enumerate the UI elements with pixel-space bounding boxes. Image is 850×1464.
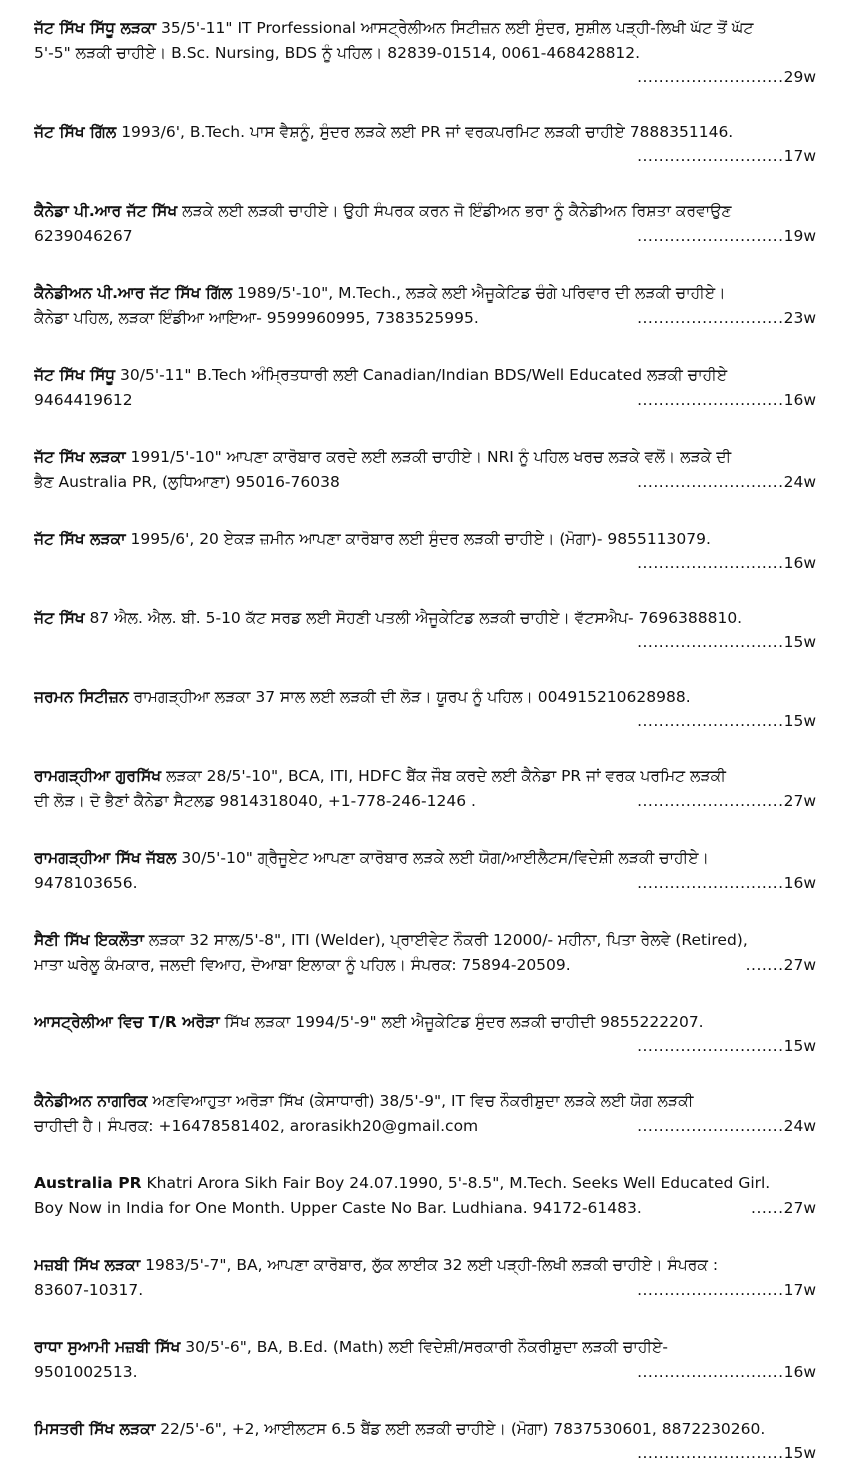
- ad-lead: ਰਾਮਗੜ੍ਹੀਆ ਸਿੱਖ ਜੱਬਲ: [34, 849, 177, 867]
- classified-ad: [34, 606, 816, 653]
- ad-lead: ਮਜ਼ਬੀ ਸਿੱਖ ਲੜਕਾ: [34, 1256, 141, 1274]
- classified-ad: [34, 764, 816, 814]
- ad-text: 1989/5'-10", M.Tech., ਲੜਕੇ ਲਈ ਐਜੂਕੇਟਿਡ ਚੰਗੇ ਪਰਿਵਾਰ ਦੀ ਲੜਕੀ ਚਾਹੀਏ।: [237, 284, 726, 302]
- ad-text: ਚਾਹੀਦੀ ਹੈ। ਸੰਪਰਕ: +16478581402, arorasikh20@gmail.com: [34, 1117, 479, 1135]
- ad-text: ਸਿੱਖ ਲੜਕਾ 1994/5'-9" ਲਈ ਐਜੂਕੇਟਿਡ ਸੁੰਦਰ ਲੜਕੀ ਚਾਹੀਦੀ 9855222207.: [224, 1013, 704, 1031]
- ad-text: 9478103656.: [34, 874, 138, 892]
- classified-ad: [34, 120, 816, 167]
- leader-dots: ...........................: [637, 792, 784, 810]
- ad-code: 24w: [783, 473, 816, 491]
- ad-text: ਦੀ ਲੋੜ। ਦੋ ਭੈਣਾਂ ਕੈਨੇਡਾ ਸੈਟਲਡ 9814318040, +1-778-246-1246 .: [34, 792, 476, 810]
- ad-text: 1983/5'-7", BA, ਆਪਣਾ ਕਾਰੋਬਾਰ, ਲੁੱਕ ਲਾਈਕ 32 ਲਈ ਪੜ੍ਹੀ-ਲਿਖੀ ਲੜਕੀ ਚਾਹੀਏ। ਸੰਪਰਕ :: [145, 1256, 719, 1274]
- ad-code: 16w: [783, 874, 816, 892]
- classified-ad: [34, 1253, 816, 1303]
- leader-dots: ...........................: [637, 554, 784, 572]
- ad-text: 5'-5" ਲੜਕੀ ਚਾਹੀਏ। B.Sc. Nursing, BDS ਨੂੰ ਪਹਿਲ। 82839-01514, 0061-468428812.: [34, 44, 641, 62]
- classified-ad: [34, 16, 816, 88]
- classified-ad: [34, 199, 816, 249]
- ad-text: 1991/5'-10" ਆਪਣਾ ਕਾਰੋਬਾਰ ਕਰਦੇ ਲਈ ਲੜਕੀ ਚਾਹੀਏ। NRI ਨੂੰ ਪਹਿਲ ਖਰਚ ਲੜਕੇ ਵਲੋਂ। ਲੜਕੇ ਦੀ: [130, 448, 732, 466]
- ad-code: 17w: [783, 147, 816, 165]
- leader-dots: ...........................: [637, 1281, 784, 1299]
- leader-dots: ...........................: [637, 309, 784, 327]
- leader-dots: ...........................: [637, 1117, 784, 1135]
- ad-lead: ਜੱਟ ਸਿੱਖ: [34, 609, 85, 627]
- ad-lead: ਰਾਧਾ ਸੁਆਮੀ ਮਜ਼ਬੀ ਸਿੱਖ: [34, 1338, 181, 1356]
- ad-code: 27w: [783, 792, 816, 810]
- ad-text: 9464419612: [34, 391, 133, 409]
- ad-code: 19w: [783, 227, 816, 245]
- ad-code: 16w: [783, 1363, 816, 1381]
- ad-code: 16w: [783, 391, 816, 409]
- leader-dots: ...........................: [637, 1037, 784, 1055]
- leader-dots: ...........................: [637, 391, 784, 409]
- ad-lead: Australia PR: [34, 1174, 142, 1192]
- classified-ad: [34, 363, 816, 413]
- ad-code: 23w: [783, 309, 816, 327]
- ad-text: 30/5'-11" B.Tech ਅੰਮ੍ਰਿਤਧਾਰੀ ਲਈ Canadian/Indian BDS/Well Educated ਲੜਕੀ ਚਾਹੀਏ: [120, 366, 728, 384]
- ad-code: 15w: [783, 1444, 816, 1462]
- ad-code: 27w: [783, 956, 816, 974]
- ad-code: 16w: [783, 554, 816, 572]
- classified-ad: [34, 1010, 816, 1057]
- ad-text: ਲੜਕਾ 32 ਸਾਲ/5'-8", ITI (Welder), ਪ੍ਰਾਈਵੇਟ ਨੌਕਰੀ 12000/- ਮਹੀਨਾ, ਪਿਤਾ ਰੇਲਵੇ (Retired),: [148, 931, 748, 949]
- classified-ad: [34, 1089, 816, 1139]
- leader-dots: ...........................: [637, 1363, 784, 1381]
- ad-lead: ਮਿਸਤਰੀ ਸਿੱਖ ਲੜਕਾ: [34, 1420, 156, 1438]
- ad-lead: ਜੱਟ ਸਿੱਖ ਗਿੱਲ: [34, 123, 117, 141]
- ad-code: 15w: [783, 712, 816, 730]
- ad-lead: ਕੈਨੇਡੀਅਨ ਨਾਗਰਿਕ: [34, 1092, 148, 1110]
- classified-ad: [34, 445, 816, 495]
- leader-dots: ...........................: [637, 1444, 784, 1462]
- ad-lead: ਆਸਟ੍ਰੇਲੀਆ ਵਿਚ T/R ਅਰੋੜਾ: [34, 1013, 220, 1031]
- ad-text: ਕੈਨੇਡਾ ਪਹਿਲ, ਲੜਕਾ ਇੰਡੀਆ ਆਇਆ- 9599960995, 7383525995.: [34, 309, 479, 327]
- ad-lead: ਜੱਟ ਸਿੱਖ ਸਿੱਧੂ: [34, 366, 116, 384]
- ad-text: ਲੜਕਾ 28/5'-10", BCA, ITI, HDFC ਬੈਂਕ ਜੌਬ ਕਰਦੇ ਲਈ ਕੈਨੇਡਾ PR ਜਾਂ ਵਰਕ ਪਰਮਿਟ ਲੜਕੀ: [166, 767, 726, 785]
- ad-text: 35/5'-11" IT Prorfessional ਆਸਟ੍ਰੇਲੀਅਨ ਸਿਟੀਜ਼ਨ ਲਈ ਸੁੰਦਰ, ਸੁਸ਼ੀਲ ਪੜ੍ਹੀ-ਲਿਖੀ ਘੱਟ ਤੋਂ ਘੱਟ: [161, 19, 754, 37]
- ad-lead: ਜੱਟ ਸਿੱਖ ਸਿੱਧੂ ਲੜਕਾ: [34, 19, 157, 37]
- ad-code: 15w: [783, 633, 816, 651]
- ad-lead: ਕੈਨੇਡੀਅਨ ਪੀ.ਆਰ ਜੱਟ ਸਿੱਖ ਗਿੱਲ: [34, 284, 233, 302]
- ad-text: ਰਾਮਗੜ੍ਹੀਆ ਲੜਕਾ 37 ਸਾਲ ਲਈ ਲੜਕੀ ਦੀ ਲੋੜ। ਯੂਰਪ ਨੂੰ ਪਹਿਲ। 004915210628988.: [133, 688, 691, 706]
- classified-ad: [34, 527, 816, 574]
- ad-text: Khatri Arora Sikh Fair Boy 24.07.1990, 5'-8.5", M.Tech. Seeks Well Educated Girl.: [146, 1174, 771, 1192]
- ad-text: 22/5'-6", +2, ਆਈਲਟਸ 6.5 ਬੈਂਡ ਲਈ ਲੜਕੀ ਚਾਹੀਏ। (ਮੋਗਾ) 7837530601, 8872230260.: [160, 1420, 766, 1438]
- ad-text: ਅਣਵਿਆਹੁਤਾ ਅਰੋੜਾ ਸਿੱਖ (ਕੇਸਾਧਾਰੀ) 38/5'-9", IT ਵਿਚ ਨੌਕਰੀਸ਼ੁਦਾ ਲੜਕੇ ਲਈ ਯੋਗ ਲੜਕੀ: [152, 1092, 694, 1110]
- ad-text: 87 ਐਲ. ਐਲ. ਬੀ. 5-10 ਕੱਟ ਸਰਡ ਲਈ ਸੋਹਣੀ ਪਤਲੀ ਐਜੂਕੇਟਿਡ ਲੜਕੀ ਚਾਹੀਏ। ਵੱਟਸਐਪ- 7696388810.: [89, 609, 743, 627]
- classified-ad: [34, 685, 816, 732]
- ad-text: 1995/6', 20 ਏਕੜ ਜ਼ਮੀਨ ਆਪਣਾ ਕਾਰੋਬਾਰ ਲਈ ਸੁੰਦਰ ਲੜਕੀ ਚਾਹੀਏ। (ਮੋਗਾ)- 9855113079.: [130, 530, 711, 548]
- classified-ad: [34, 1335, 816, 1385]
- ad-lead: ਰਾਮਗੜ੍ਹੀਆ ਗੁਰਸਿੱਖ: [34, 767, 162, 785]
- ad-text: ਮਾਤਾ ਘਰੇਲੂ ਕੰਮਕਾਰ, ਜਲਦੀ ਵਿਆਹ, ਦੋਆਬਾ ਇਲਾਕਾ ਨੂੰ ਪਹਿਲ। ਸੰਪਰਕ: 75894-20509.: [34, 956, 571, 974]
- classified-ad: [34, 1417, 816, 1464]
- ad-text: ਲੜਕੇ ਲਈ ਲੜਕੀ ਚਾਹੀਏ। ਉਹੀ ਸੰਪਰਕ ਕਰਨ ਜੋ ਇੰਡੀਅਨ ਭਰਾ ਨੂੰ ਕੈਨੇਡੀਅਨ ਰਿਸ਼ਤਾ ਕਰਵਾਉਣ: [182, 202, 732, 220]
- ad-code: 15w: [783, 1037, 816, 1055]
- ad-text: 30/5'-6", BA, B.Ed. (Math) ਲਈ ਵਿਦੇਸ਼ੀ/ਸਰਕਾਰੀ ਨੌਕਰੀਸ਼ੁਦਾ ਲੜਕੀ ਚਾਹੀਏ-: [185, 1338, 668, 1356]
- ad-text: 83607-10317.: [34, 1281, 144, 1299]
- leader-dots: .......: [745, 956, 784, 974]
- leader-dots: ...........................: [637, 712, 784, 730]
- leader-dots: ......: [751, 1199, 784, 1217]
- ad-text: 6239046267: [34, 227, 133, 245]
- ad-lead: ਜਰਮਨ ਸਿਟੀਜ਼ਨ: [34, 688, 129, 706]
- ad-lead: ਜੱਟ ਸਿੱਖ ਲੜਕਾ: [34, 448, 126, 466]
- ad-code: 17w: [783, 1281, 816, 1299]
- classified-ad: [34, 281, 816, 331]
- ad-lead: ਜੱਟ ਸਿੱਖ ਲੜਕਾ: [34, 530, 126, 548]
- ad-text: 9501002513.: [34, 1363, 138, 1381]
- ad-code: 29w: [783, 68, 816, 86]
- leader-dots: ...........................: [637, 227, 784, 245]
- classified-ad: [34, 1171, 816, 1221]
- ad-code: 24w: [783, 1117, 816, 1135]
- ad-code: 27w: [783, 1199, 816, 1217]
- leader-dots: ...........................: [637, 147, 784, 165]
- ad-lead: ਸੈਣੀ ਸਿੱਖ ਇਕਲੌਤਾ: [34, 931, 144, 949]
- classified-ad: [34, 928, 816, 978]
- leader-dots: ...........................: [637, 473, 784, 491]
- classified-ad: [34, 846, 816, 896]
- ad-text: 1993/6', B.Tech. ਪਾਸ ਵੈਸ਼ਨੂੰ, ਸੁੰਦਰ ਲੜਕੇ ਲਈ PR ਜਾਂ ਵਰਕਪਰਮਿਟ ਲੜਕੀ ਚਾਹੀਏ 7888351146.: [121, 123, 734, 141]
- ad-lead: ਕੈਨੇਡਾ ਪੀ.ਆਰ ਜੱਟ ਸਿੱਖ: [34, 202, 178, 220]
- ad-text: Boy Now in India for One Month. Upper Caste No Bar. Ludhiana. 94172-61483.: [34, 1199, 642, 1217]
- ad-text: 30/5'-10" ਗ੍ਰੈਜੂਏਟ ਆਪਣਾ ਕਾਰੋਬਾਰ ਲੜਕੇ ਲਈ ਯੋਗ/ਆਈਲੈਟਸ/ਵਿਦੇਸ਼ੀ ਲੜਕੀ ਚਾਹੀਏ।: [181, 849, 709, 867]
- leader-dots: ...........................: [637, 68, 784, 86]
- leader-dots: ...........................: [637, 633, 784, 651]
- ad-text: ਭੈਣ Australia PR, (ਲੁਧਿਆਣਾ) 95016-76038: [34, 473, 340, 491]
- leader-dots: ...........................: [637, 874, 784, 892]
